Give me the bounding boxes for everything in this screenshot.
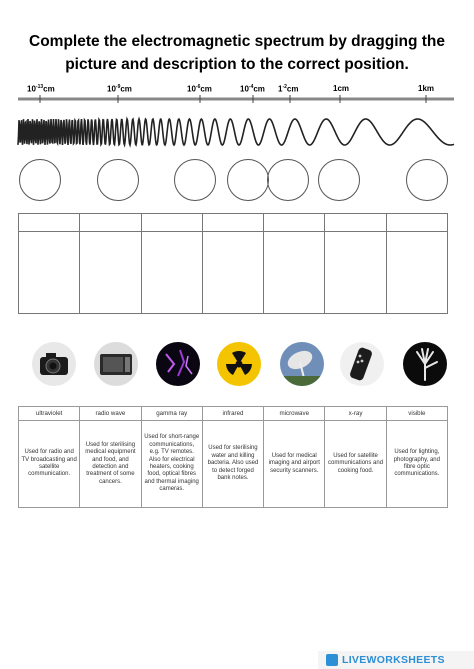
- drop-label-slot[interactable]: [19, 214, 80, 232]
- drop-circle-6[interactable]: [318, 159, 360, 201]
- brand-name: LIVEWORKSHEETS: [342, 654, 445, 666]
- drop-circle-2[interactable]: [97, 159, 139, 201]
- description-card[interactable]: Used for short-range communications, e.g. TV remotes. Also for electrical heaters, cooking food, optical fibres and thermal imaging cameras.: [141, 421, 202, 508]
- drop-circle-4[interactable]: [227, 159, 269, 201]
- xray-hand-icon[interactable]: [403, 342, 447, 386]
- drop-label-slot[interactable]: [386, 214, 447, 232]
- drop-description-slot[interactable]: [202, 232, 263, 314]
- drop-circle-5[interactable]: [267, 159, 309, 201]
- description-card[interactable]: Used for sterilising medical equipment and food, and detection and treatment of some cancers.: [80, 421, 141, 508]
- label-card[interactable]: gamma ray: [141, 407, 202, 421]
- drop-description-slot[interactable]: [19, 232, 80, 314]
- ruler-label-5: 1cm: [333, 84, 350, 93]
- drop-description-slot[interactable]: [264, 232, 325, 314]
- satellite-dish-icon[interactable]: [280, 342, 324, 386]
- description-card[interactable]: Used for medical imaging and airport security scanners.: [264, 421, 325, 508]
- ruler-label-6: 1km: [418, 84, 435, 93]
- logo-mark-icon: [326, 654, 338, 666]
- drop-description-slot[interactable]: [325, 232, 386, 314]
- label-card[interactable]: infrared: [202, 407, 263, 421]
- ruler-label-0: $10^{-13}cm$: [27, 84, 55, 94]
- instruction-title: [10, 30, 464, 76]
- description-card[interactable]: Used for sterilising water and killing bacteria. Also used to detect forged bank notes.: [202, 421, 263, 508]
- card-table: [18, 406, 448, 508]
- drop-description-slot[interactable]: [386, 232, 447, 314]
- microwave-icon[interactable]: [94, 342, 138, 386]
- label-card[interactable]: microwave: [264, 407, 325, 421]
- drop-description-slot[interactable]: [80, 232, 141, 314]
- label-card[interactable]: visible: [386, 407, 447, 421]
- remote-control-icon[interactable]: [340, 342, 384, 386]
- drop-label-slot[interactable]: [141, 214, 202, 232]
- description-card[interactable]: Used for lighting, photography, and fibre optic communications.: [386, 421, 447, 508]
- ruler-label-1: $10^{-9}cm$: [107, 84, 132, 94]
- drop-circle-3[interactable]: [174, 159, 216, 201]
- title-line-1: Complete the electromagnetic spectrum by dragging the: [29, 33, 445, 50]
- label-card[interactable]: x-ray: [325, 407, 386, 421]
- em-wave: [0, 112, 474, 152]
- label-card[interactable]: ultraviolet: [19, 407, 80, 421]
- liveworksheets-logo[interactable]: [318, 651, 474, 669]
- drop-table: [18, 213, 448, 314]
- ruler-label-3: $10^{-4}cm$: [240, 84, 265, 94]
- drop-label-slot[interactable]: [325, 214, 386, 232]
- drop-label-slot[interactable]: [202, 214, 263, 232]
- camera-icon[interactable]: [32, 342, 76, 386]
- title-line-2: picture and description to the correct position.: [65, 56, 409, 73]
- radiation-icon[interactable]: [217, 342, 261, 386]
- wavelength-ruler: [0, 82, 474, 104]
- drop-circle-7[interactable]: [406, 159, 448, 201]
- description-card[interactable]: Used for satellite communications and cooking food.: [325, 421, 386, 508]
- ruler-label-4: $1^{-2}cm$: [278, 84, 299, 94]
- drop-description-slot[interactable]: [141, 232, 202, 314]
- gamma-ray-icon[interactable]: [156, 342, 200, 386]
- label-card[interactable]: radio wave: [80, 407, 141, 421]
- drop-circle-1[interactable]: [19, 159, 61, 201]
- ruler-label-2: $10^{-6}cm$: [187, 84, 212, 94]
- drop-label-slot[interactable]: [80, 214, 141, 232]
- description-card[interactable]: Used for radio and TV broadcasting and satellite communication.: [19, 421, 80, 508]
- drop-label-slot[interactable]: [264, 214, 325, 232]
